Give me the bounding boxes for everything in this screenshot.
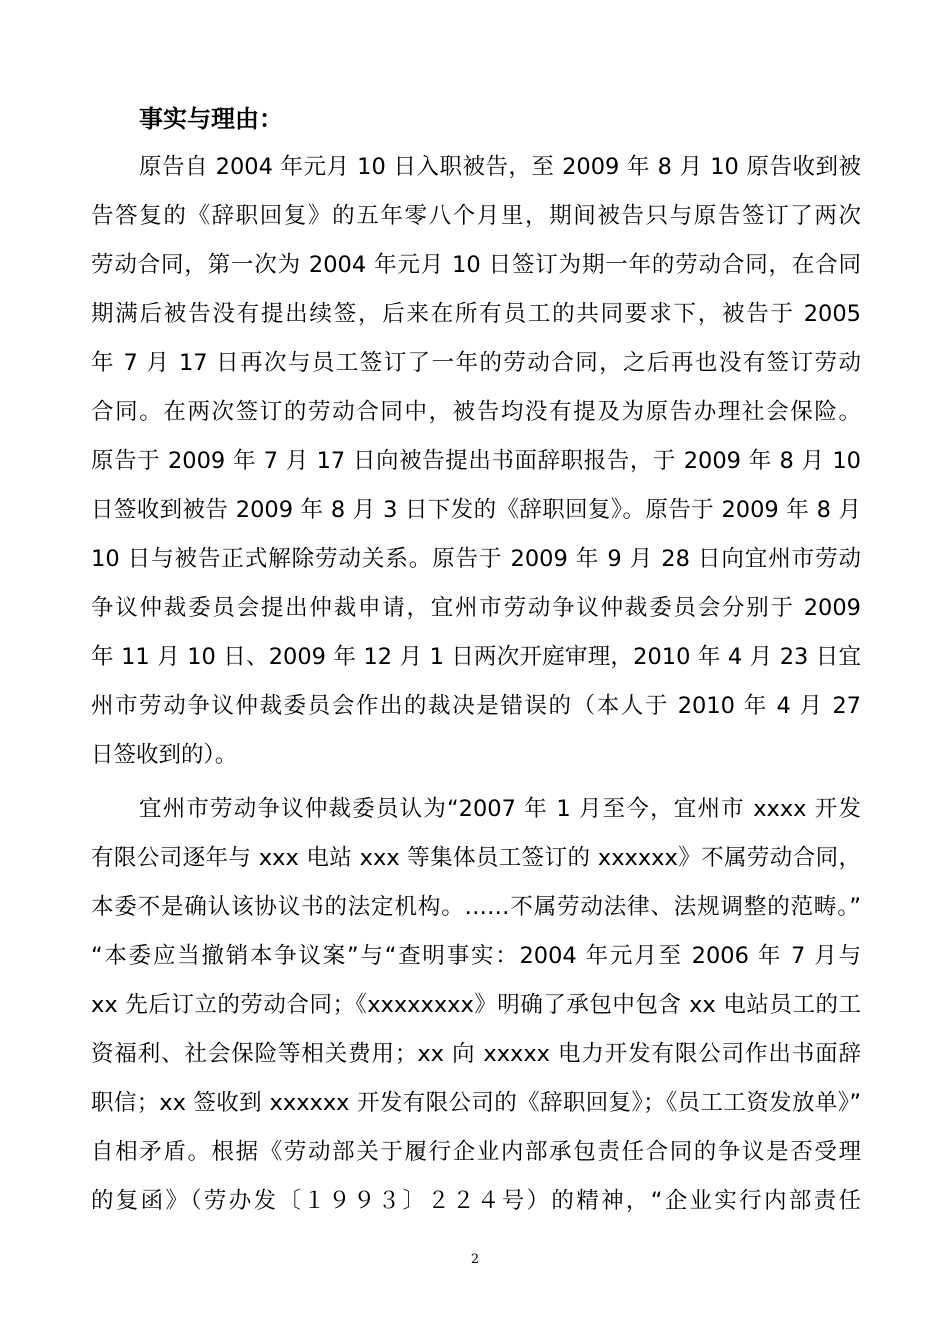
paragraph-2-line-5: xx 先后订立的劳动合同；《xxxxxxxx》明确了承包中包含 xx 电站员工的工 [91,992,861,1018]
paragraph-1-line-11: 年 11 月 10 日、2009 年 12 月 1 日两次开庭审理，2010 年 4 月 23 日宜 [91,644,861,670]
paragraph-1-line-6: 合同。在两次签订的劳动合同中，被告均没有提及为原告办理社会保险。 [91,399,861,425]
paragraph-1-line-8: 日签收到被告 2009 年 8 月 3 日下发的《辞职回复》。原告于 2009 年 8 月 [91,497,861,523]
paragraph-2-line-4: “本委应当撤销本争议案”与“查明事实：2004 年元月至 2006 年 7 月与 [91,943,861,969]
paragraph-2-line-1: 宜州市劳动争议仲裁委员认为“2007 年 1 月至今，宜州市 xxxx 开发 [139,796,861,822]
paragraph-1-line-10: 争议仲裁委员会提出仲裁申请，宜州市劳动争议仲裁委员会分别于 2009 [91,595,861,621]
paragraph-2-line-7: 职信；xx 签收到 xxxxxx 开发有限公司的《辞职回复》；《员工工资发放单》” [91,1090,861,1116]
paragraph-2-line-6: 资福利、社会保险等相关费用；xx 向 xxxxx 电力开发有限公司作出书面辞 [91,1041,861,1067]
paragraph-1-line-12: 州市劳动争议仲裁委员会作出的裁决是错误的（本人于 2010 年 4 月 27 [91,693,861,719]
paragraph-2-line-2: 有限公司逐年与 xxx 电站 xxx 等集体员工签订的 xxxxxx》不属劳动合同， [91,845,861,871]
paragraph-1-line-13: 日签收到的）。 [91,742,238,768]
section-heading: 事实与理由： [139,105,283,133]
paragraph-2-line-9: 的复函》（劳办发〔１９９３〕２２４号）的精神，“企业实行内部责任 [91,1188,861,1214]
page-number: 2 [470,1252,480,1267]
paragraph-1-line-2: 告答复的《辞职回复》的五年零八个月里，期间被告只与原告签订了两次 [91,203,861,229]
paragraph-1-line-1: 原告自 2004 年元月 10 日入职被告，至 2009 年 8 月 10 原告收到被 [139,154,861,180]
paragraph-1-line-9: 10 日与被告正式解除劳动关系。原告于 2009 年 9 月 28 日向宜州市劳动 [91,546,861,572]
paragraph-2-line-8: 自相矛盾。根据《劳动部关于履行企业内部承包责任合同的争议是否受理 [91,1139,861,1165]
paragraph-2-line-3: 本委不是确认该协议书的法定机构。……不属劳动法律、法规调整的范畴。” [91,894,861,920]
paragraph-1-line-3: 劳动合同，第一次为 2004 年元月 10 日签订为期一年的劳动合同，在合同 [91,252,861,278]
paragraph-1-line-5: 年 7 月 17 日再次与员工签订了一年的劳动合同，之后再也没有签订劳动 [91,350,861,376]
paragraph-1-line-4: 期满后被告没有提出续签，后来在所有员工的共同要求下，被告于 2005 [91,301,861,327]
paragraph-1-line-7: 原告于 2009 年 7 月 17 日向被告提出书面辞职报告，于 2009 年 8 月 10 [91,448,861,474]
